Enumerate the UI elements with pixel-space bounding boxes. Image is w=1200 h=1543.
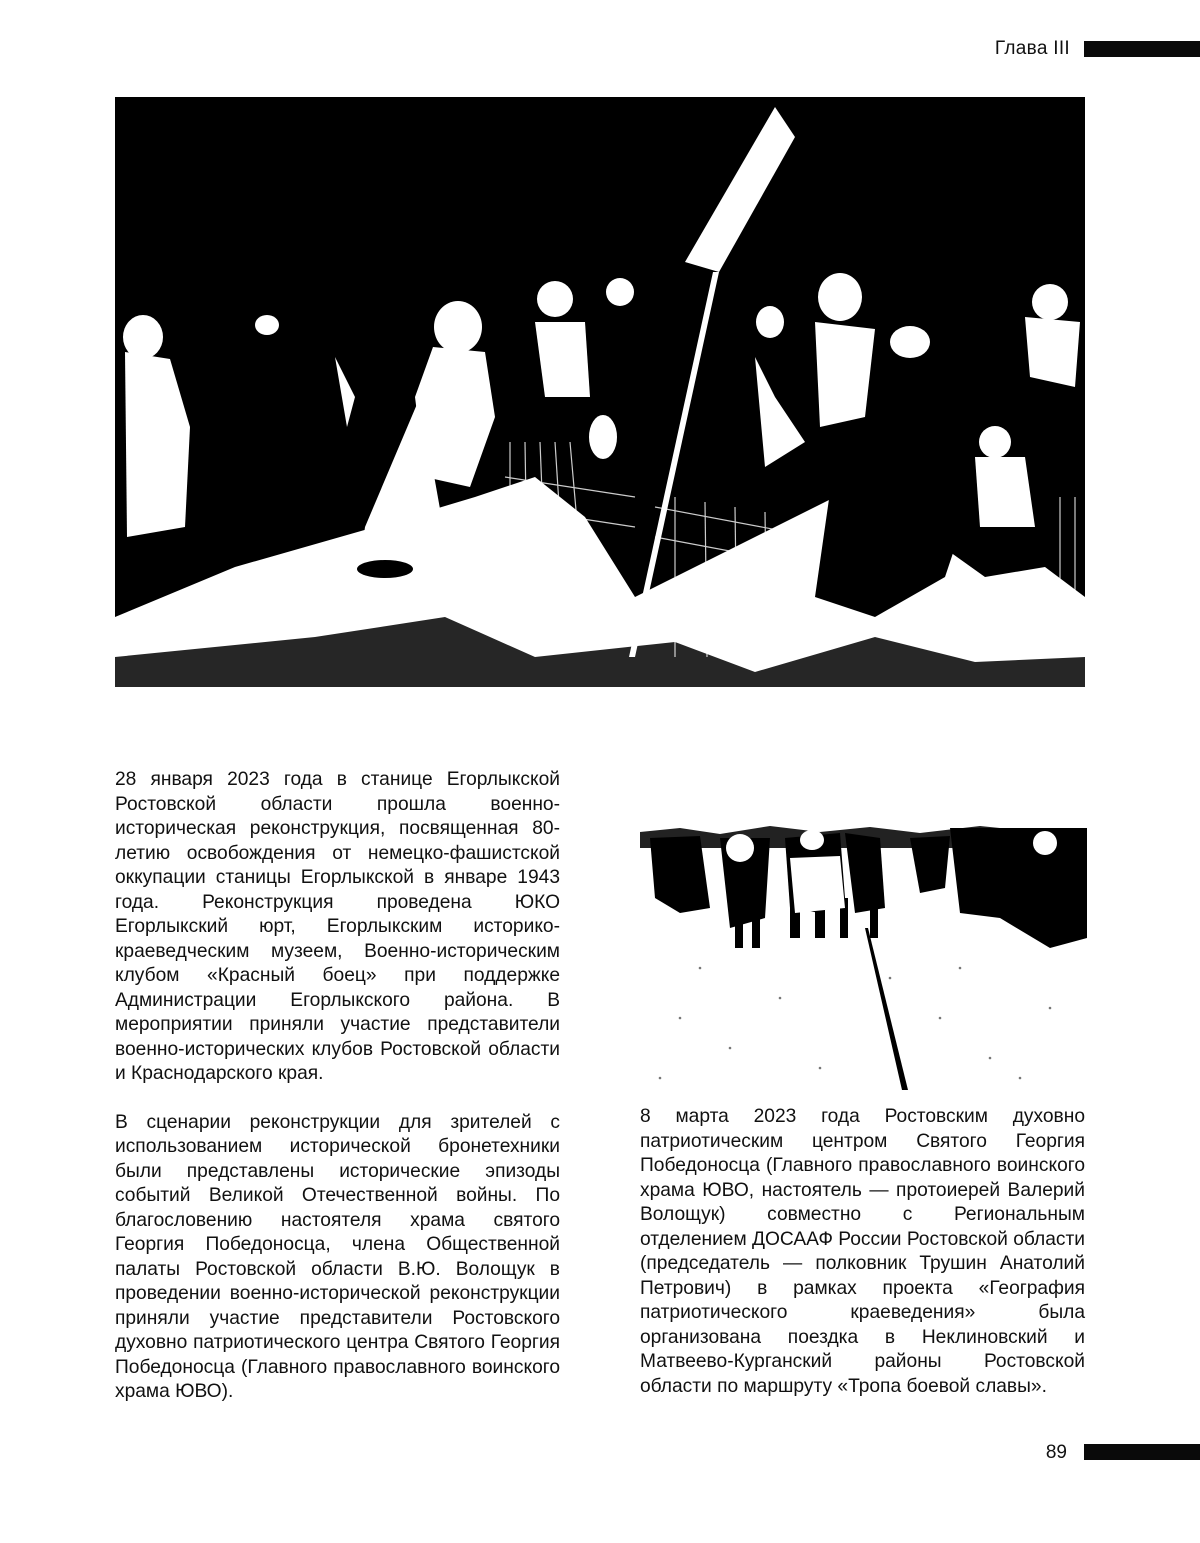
header-bar (1084, 41, 1200, 57)
left-paragraph-1: 28 января 2023 года в станице Егорлыкской Ростовской области прошла военно-историческая реконструкция, посвященная 80-летию освобождения от немецко-фашистской оккупации станицы Егорлыкской в январе 1943 года. Реконструкция проведена ЮКО Егорлыкский юрт, Егорлыкским историко-краеведческим музеем, Военно-историческим клубом «Красный боец» при поддержке Администрации Егорлыкского района. В мероприятии приняли участие представители военно-исторических клубов Ростовской области и Краснодарского края. (115, 769, 560, 1084)
right-paragraph-1: 8 марта 2023 года Ростовским духовно патриотическим центром Святого Георгия Победоносца (Главного православного воинского храма ЮВО, настоятель — протоиерей Валерий Волощук) совместно с Региональным отделением ДОСААФ России Ростовской области (председатель — полковник Трушин Анатолий Петрович) в рамках проекта «География патриотического краеведения» была организована поездка в Неклиновский и Матвеево-Курганский районы Ростовской области по маршруту «Тропа боевой славы». (640, 1106, 1085, 1397)
main-photo-image (115, 97, 1085, 687)
left-paragraph-2: В сценарии реконструкции для зрителей с использованием исторической бронетехники были представлены исторические эпизоды событий Великой Отечественной войны. По благословению настоятеля храма святого Георгия Победоносца, члена Общественной палаты Ростовской области В.Ю. Волощук в проведении военно-исторической реконструкции приняли участие представители Ростовского духовно патриотического центра Святого Георгия Победоносца (Главного православного воинского храма ЮВО). (115, 1111, 560, 1402)
footer-bar (1084, 1444, 1200, 1460)
right-column (640, 1105, 1085, 1399)
secondary-photo (640, 818, 1087, 1090)
chapter-label: Глава III (994, 38, 1070, 59)
page-number: 89 (1045, 1442, 1067, 1463)
left-column (115, 768, 560, 1405)
main-photo (115, 97, 1085, 687)
secondary-photo-image (640, 818, 1087, 1090)
